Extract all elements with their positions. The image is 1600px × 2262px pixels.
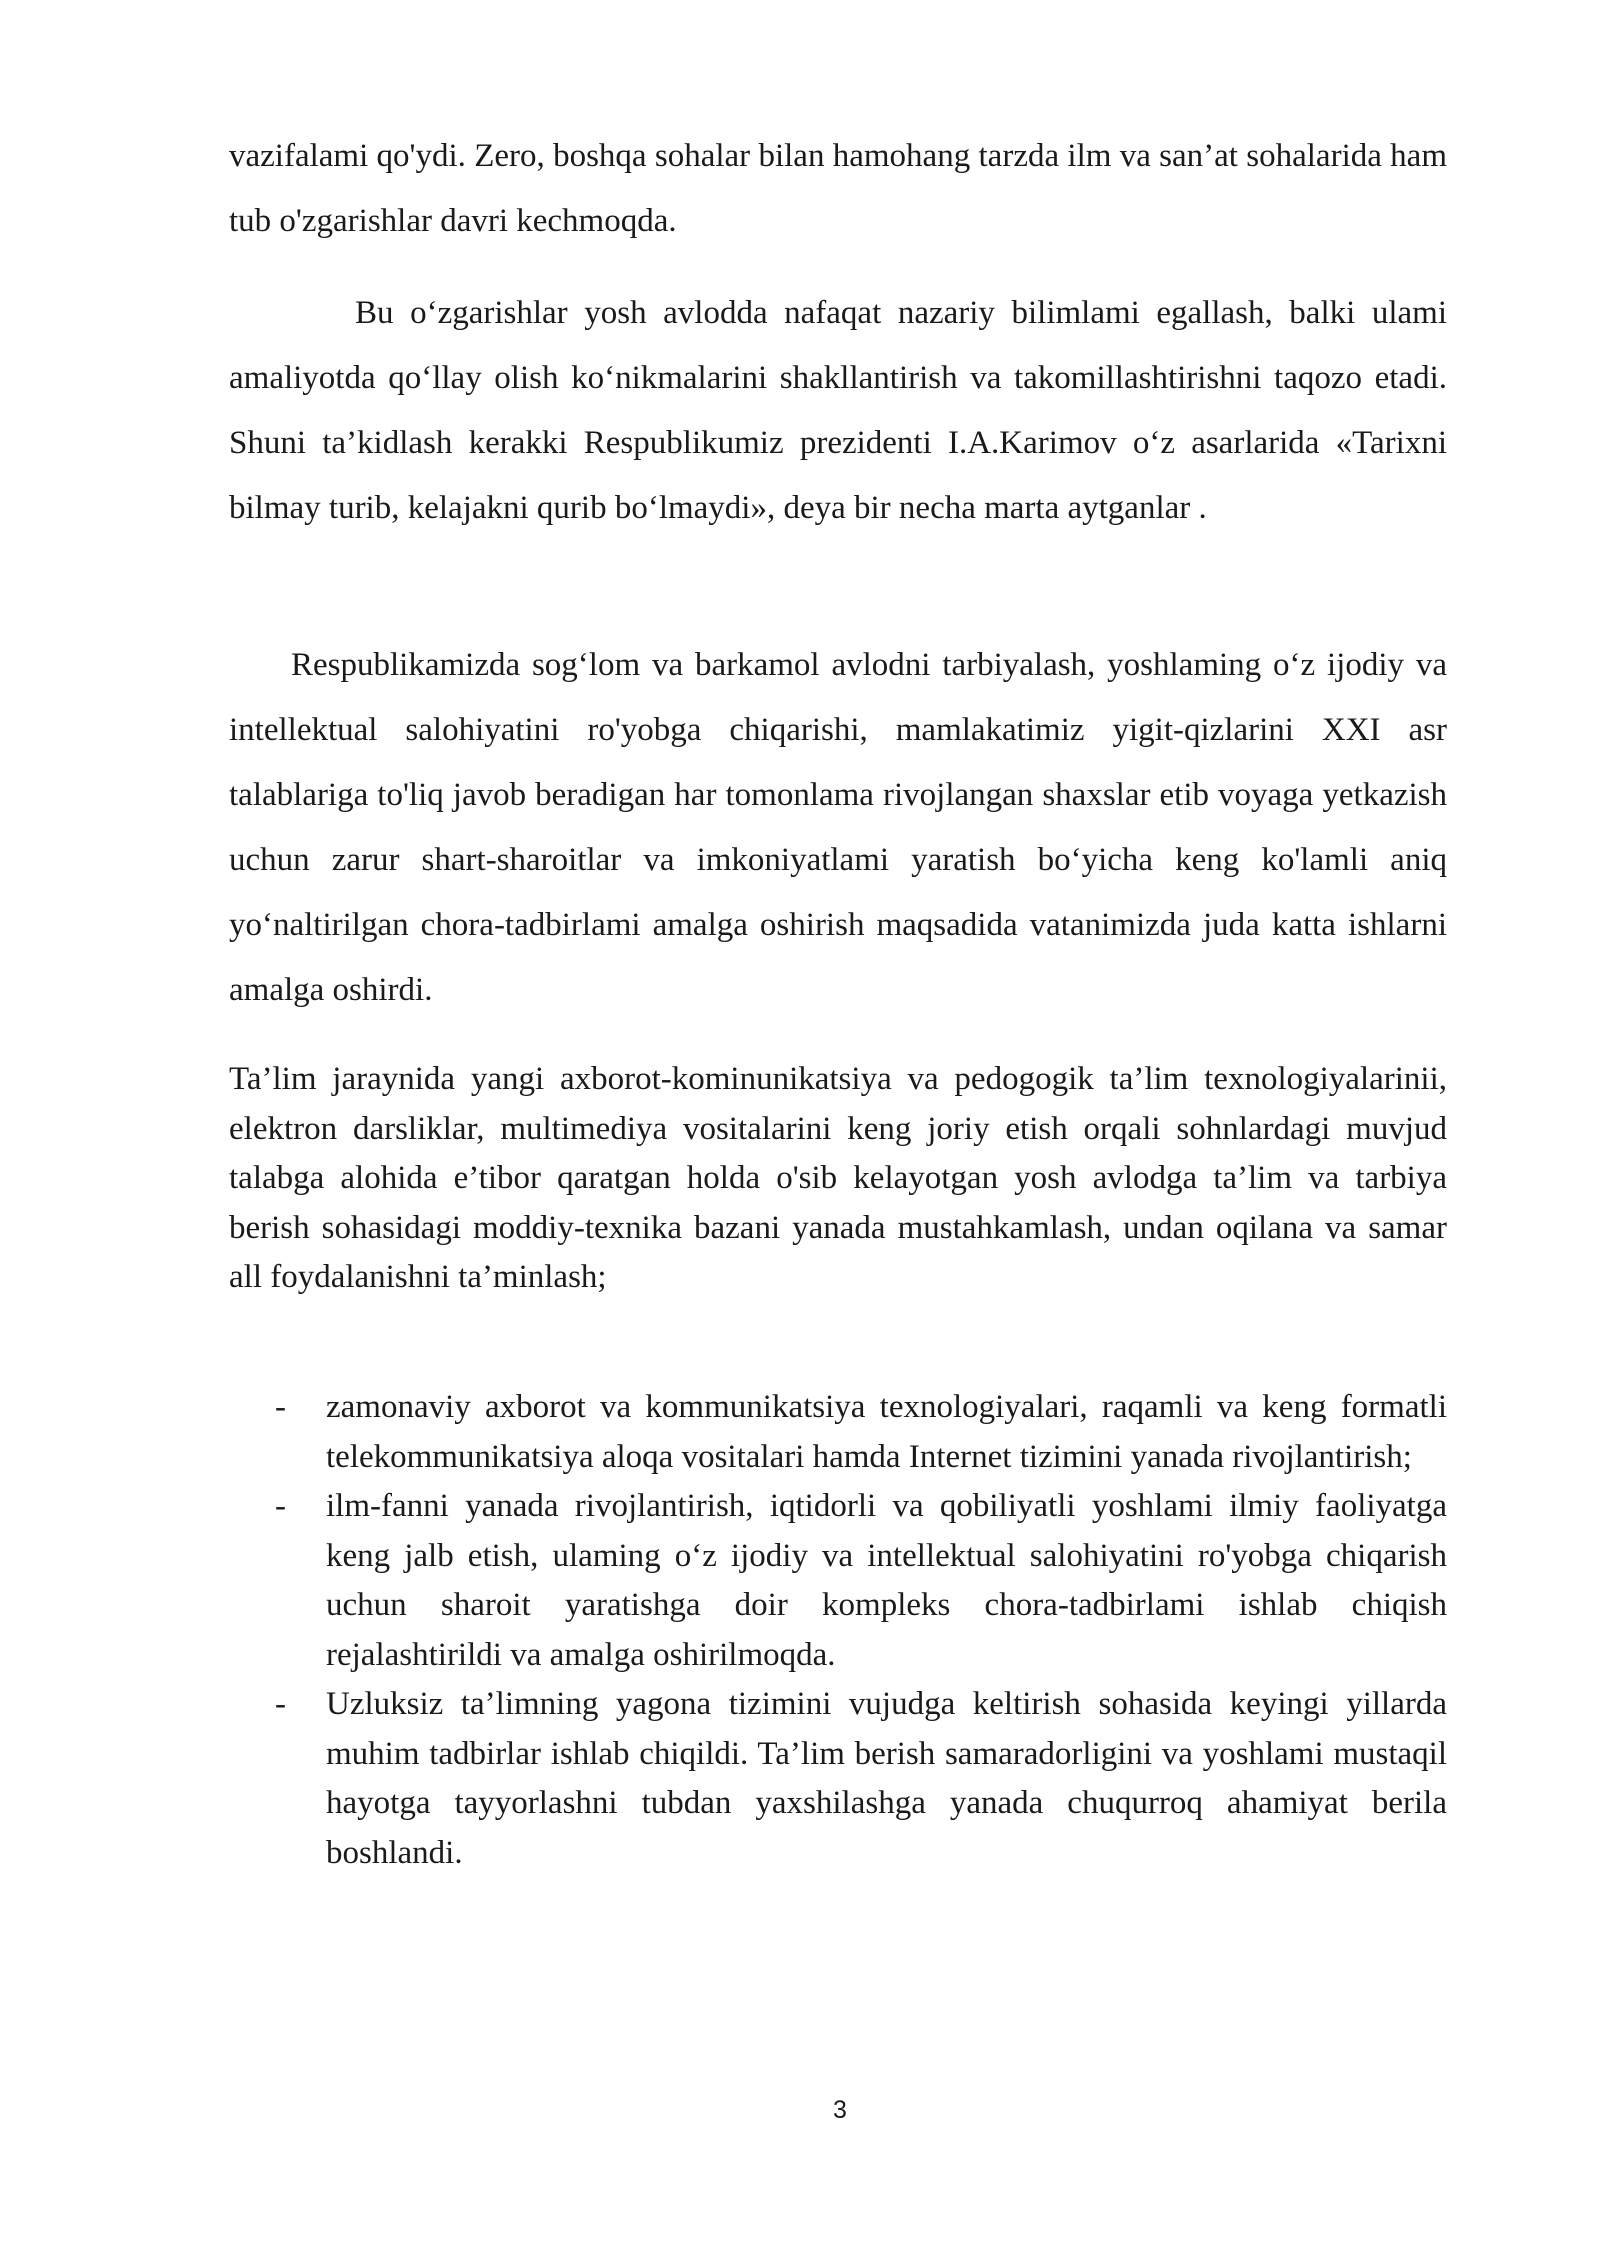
paragraph-4: Ta’lim jaraynida yangi axborot-kominunikatsiya va pedogogik ta’lim texnologiyalarinii, elektron darsliklar, multimediya vositalarini keng joriy etish orqali sohnlardagi muvjud talabga alohida e’tibor qaratgan holda o'sib kelayotgan yosh avlodga ta’lim va tarbiya berish sohasidagi moddiy-texnika bazani yanada mustahkamlash, undan oqilana va samar all foydalanishni ta’minlash; — [229, 1061, 1447, 1295]
bullet-marker: - — [275, 1488, 286, 1524]
list-item-text: zamonaviy axborot va kommunikatsiya texnologiyalari, raqamli va keng formatli telekommunikatsiya aloqa vositalari hamda Internet tizimini yanada rivojlantirish; — [326, 1389, 1447, 1475]
paragraph-2: Bu o‘zgarishlar yosh avlodda nafaqat nazariy bilimlami egallash, balki ulami amaliyotda qo‘llay olish ko‘nikmalarini shakllantirish va takomillashtirishni taqozo etadi. Shuni ta’kidlash kerakki Respublikumiz prezidenti I.A.Karimov o‘z asarlarida «Tarixni bilmay turib, kelajakni qurib bo‘lmaydi», deya bir necha marta aytganlar . — [229, 295, 1447, 526]
list-item-text: ilm-fanni yanada rivojlantirish, iqtidorli va qobiliyatli yoshlami ilmiy faoliyatga keng jalb etish, ulaming o‘z ijodiy va intellektual salohiyatini ro'yobga chiqarish uchun sharoit yaratishga doir kompleks chora-tadbirlami ishlab chiqish rejalashtirildi va amalga oshirilmoqda. — [326, 1488, 1447, 1673]
list-item — [229, 1482, 1447, 1680]
bullet-list — [229, 1383, 1447, 1878]
paragraph-1: vazifalami qo'ydi. Zero, boshqa sohalar bilan hamohang tarzda ilm va san’at sohalarida ham tub o'zgarishlar davri kechmoqda. — [229, 138, 1447, 239]
list-item — [229, 1680, 1447, 1878]
bullet-marker: - — [275, 1686, 286, 1722]
bullet-marker: - — [275, 1389, 286, 1425]
paragraph-3: Respublikamizda sog‘lom va barkamol avlodni tarbiyalash, yoshlaming o‘z ijodiy va intellektual salohiyatini ro'yobga chiqarishi, mamlakatimiz yigit-qizlarini XXI asr talablariga to'liq javob beradigan har tomonlama rivojlangan shaxslar etib voyaga yetkazish uchun zarur shart-sharoitlar va imkoniyatlami yaratish bo‘yicha keng ko'lamli aniq yo‘naltirilgan chora-tadbirlami amalga oshirish maqsadida vatanimizda juda katta ishlarni amalga oshirdi. — [229, 647, 1447, 1008]
list-item-text: Uzluksiz ta’limning yagona tizimini vujudga keltirish sohasida keyingi yillarda muhim tadbirlar ishlab chiqildi. Ta’lim berish samaradorligini va yoshlami mustaqil hayotga tayyorlashni tubdan yaxshilashga yanada chuqurroq ahamiyat berila boshlandi. — [326, 1686, 1447, 1871]
page-number: 3 — [833, 2096, 847, 2124]
list-item — [229, 1383, 1447, 1482]
